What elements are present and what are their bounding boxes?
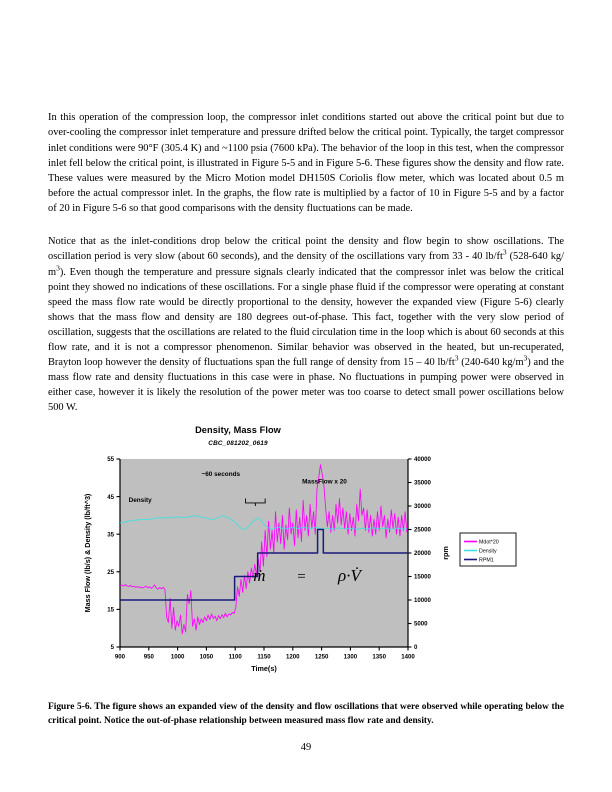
annotation-density: Density: [128, 497, 152, 505]
legend-label-mdot-20: Mdot*20: [479, 539, 499, 546]
density-mass-flow-chart: [48, 451, 564, 679]
y-tick-label: 45: [107, 493, 114, 501]
x-tick-label: 950: [143, 653, 154, 661]
paragraph-2: Notice that as the inlet-conditions drop below the critical point the density and flow begin to show oscillations. The oscillation period is very slow (about 60 seconds), and the density of the oscillations vary from 33 - 40 $lb/ft^3$ (528-640 kg/ $m^3$). Even though the temperature and pressure signals clearly indicated that the compressor inlet was below the critical point they showed no indications of these oscillations. For a single phase fluid if the compressor were operating at constant speed the mass flow rate would be directly proportional to the density, however the expanded view (Figure 5-6) clearly shows that the mass flow and density are 180 degrees out-of-phase. This fact, together with the very slow period of oscillation, suggests that the oscillations are related to the fluid circulation time in the loop which is about 60 seconds at this flow rate, and it is not a compressor phenomenon. Similar behavior was observed in the heated, but un-recuperated, Brayton loop however the density of fluctuations span the full range of density from 15 – 40 $lb/ft^3$ (240-640 $kg/m^3$) and the mass flow rate and density fluctuations in this case were in phase. No fluctuations in pumping power were observed in either case, however it is likely the resolution of the power meter was too coarse to detect small power oscillations below 500 W.: [48, 236, 564, 414]
x-tick-label: 1300: [343, 653, 358, 661]
paragraph-1: In this operation of the compression loop, the compressor inlet conditions started out above the critical point but due to over-cooling the compressor inlet temperature and pressure drifted below the critical point. Typically, the target compressor inlet conditions were 90°F (305.4 K) and ~1100 psia (7600 kPa). The behavior of the loop in this test, when the compressor inlet fell below the critical point, is illustrated in Figure 5-5 and in Figure 5-6. These figures show the density and flow rate. These values were measured by the Micro Motion model DH150S Coriolis flow meter, which was located about 0.5 m before the actual compressor inlet. In the graphs, the flow rate is multiplied by a factor of 10 in Figure 5-5 and by a factor of 20 in Figure 5-6 so that good comparisons with the density fluctuations can be made.: [48, 112, 564, 214]
y2-tick-label: 0: [414, 644, 418, 652]
x-tick-label: 1050: [199, 653, 214, 661]
x-tick-label: 1150: [257, 653, 271, 661]
x-tick-label: 1200: [286, 653, 300, 661]
y2-tick-label: 25000: [414, 526, 431, 534]
chart-subtitle: CBC_081202_0619: [208, 440, 268, 447]
equation-rhs: ρ·V̇: [338, 566, 361, 586]
x-tick-label: 1000: [170, 653, 185, 661]
chart-title: Density, Mass Flow: [195, 425, 281, 435]
x-tick-label: 1100: [228, 653, 242, 661]
page-number: 49: [300, 742, 312, 753]
y2-tick-label: 35000: [414, 479, 431, 487]
y2-tick-label: 15000: [414, 573, 431, 581]
y2-tick-label: 30000: [414, 503, 431, 511]
annotation--60-seconds: ~60 seconds: [201, 470, 241, 478]
y2-tick-label: 40000: [414, 456, 431, 464]
y2-axis-title: rpm: [441, 546, 450, 560]
x-tick-label: 1350: [372, 653, 386, 661]
y-tick-label: 35: [107, 531, 114, 539]
x-tick-label: 1250: [314, 653, 329, 661]
x-tick-label: 1400: [401, 653, 415, 661]
y-axis-title: Mass Flow (lb/s) & Density (lb/ft^3): [83, 493, 92, 613]
y2-tick-label: 20000: [414, 550, 431, 558]
annotation-massflow-x-20: MassFlow x 20: [302, 478, 347, 486]
figure-5-6: [48, 425, 564, 680]
x-axis-title: Time(s): [251, 664, 277, 673]
y-tick-label: 5: [110, 644, 114, 652]
y2-tick-label: 10000: [414, 597, 431, 605]
y-tick-label: 15: [107, 606, 114, 614]
figure-caption: Figure 5-6. The figure shows an expanded view of the density and flow oscillations that were observed while operating below the critical point. Notice the out-of-phase relationship between measured mass flow rate and density.: [48, 702, 564, 727]
y-tick-label: 55: [107, 456, 114, 464]
equation-lhs: ṁ: [253, 566, 266, 586]
x-tick-label: 900: [114, 653, 126, 661]
y-tick-label: 25: [107, 569, 114, 576]
equation-operator: =: [297, 569, 306, 586]
legend-label-rpm1: RPM1: [479, 557, 494, 564]
legend-label-density: Density: [479, 548, 497, 555]
y2-tick-label: 5000: [414, 620, 428, 628]
